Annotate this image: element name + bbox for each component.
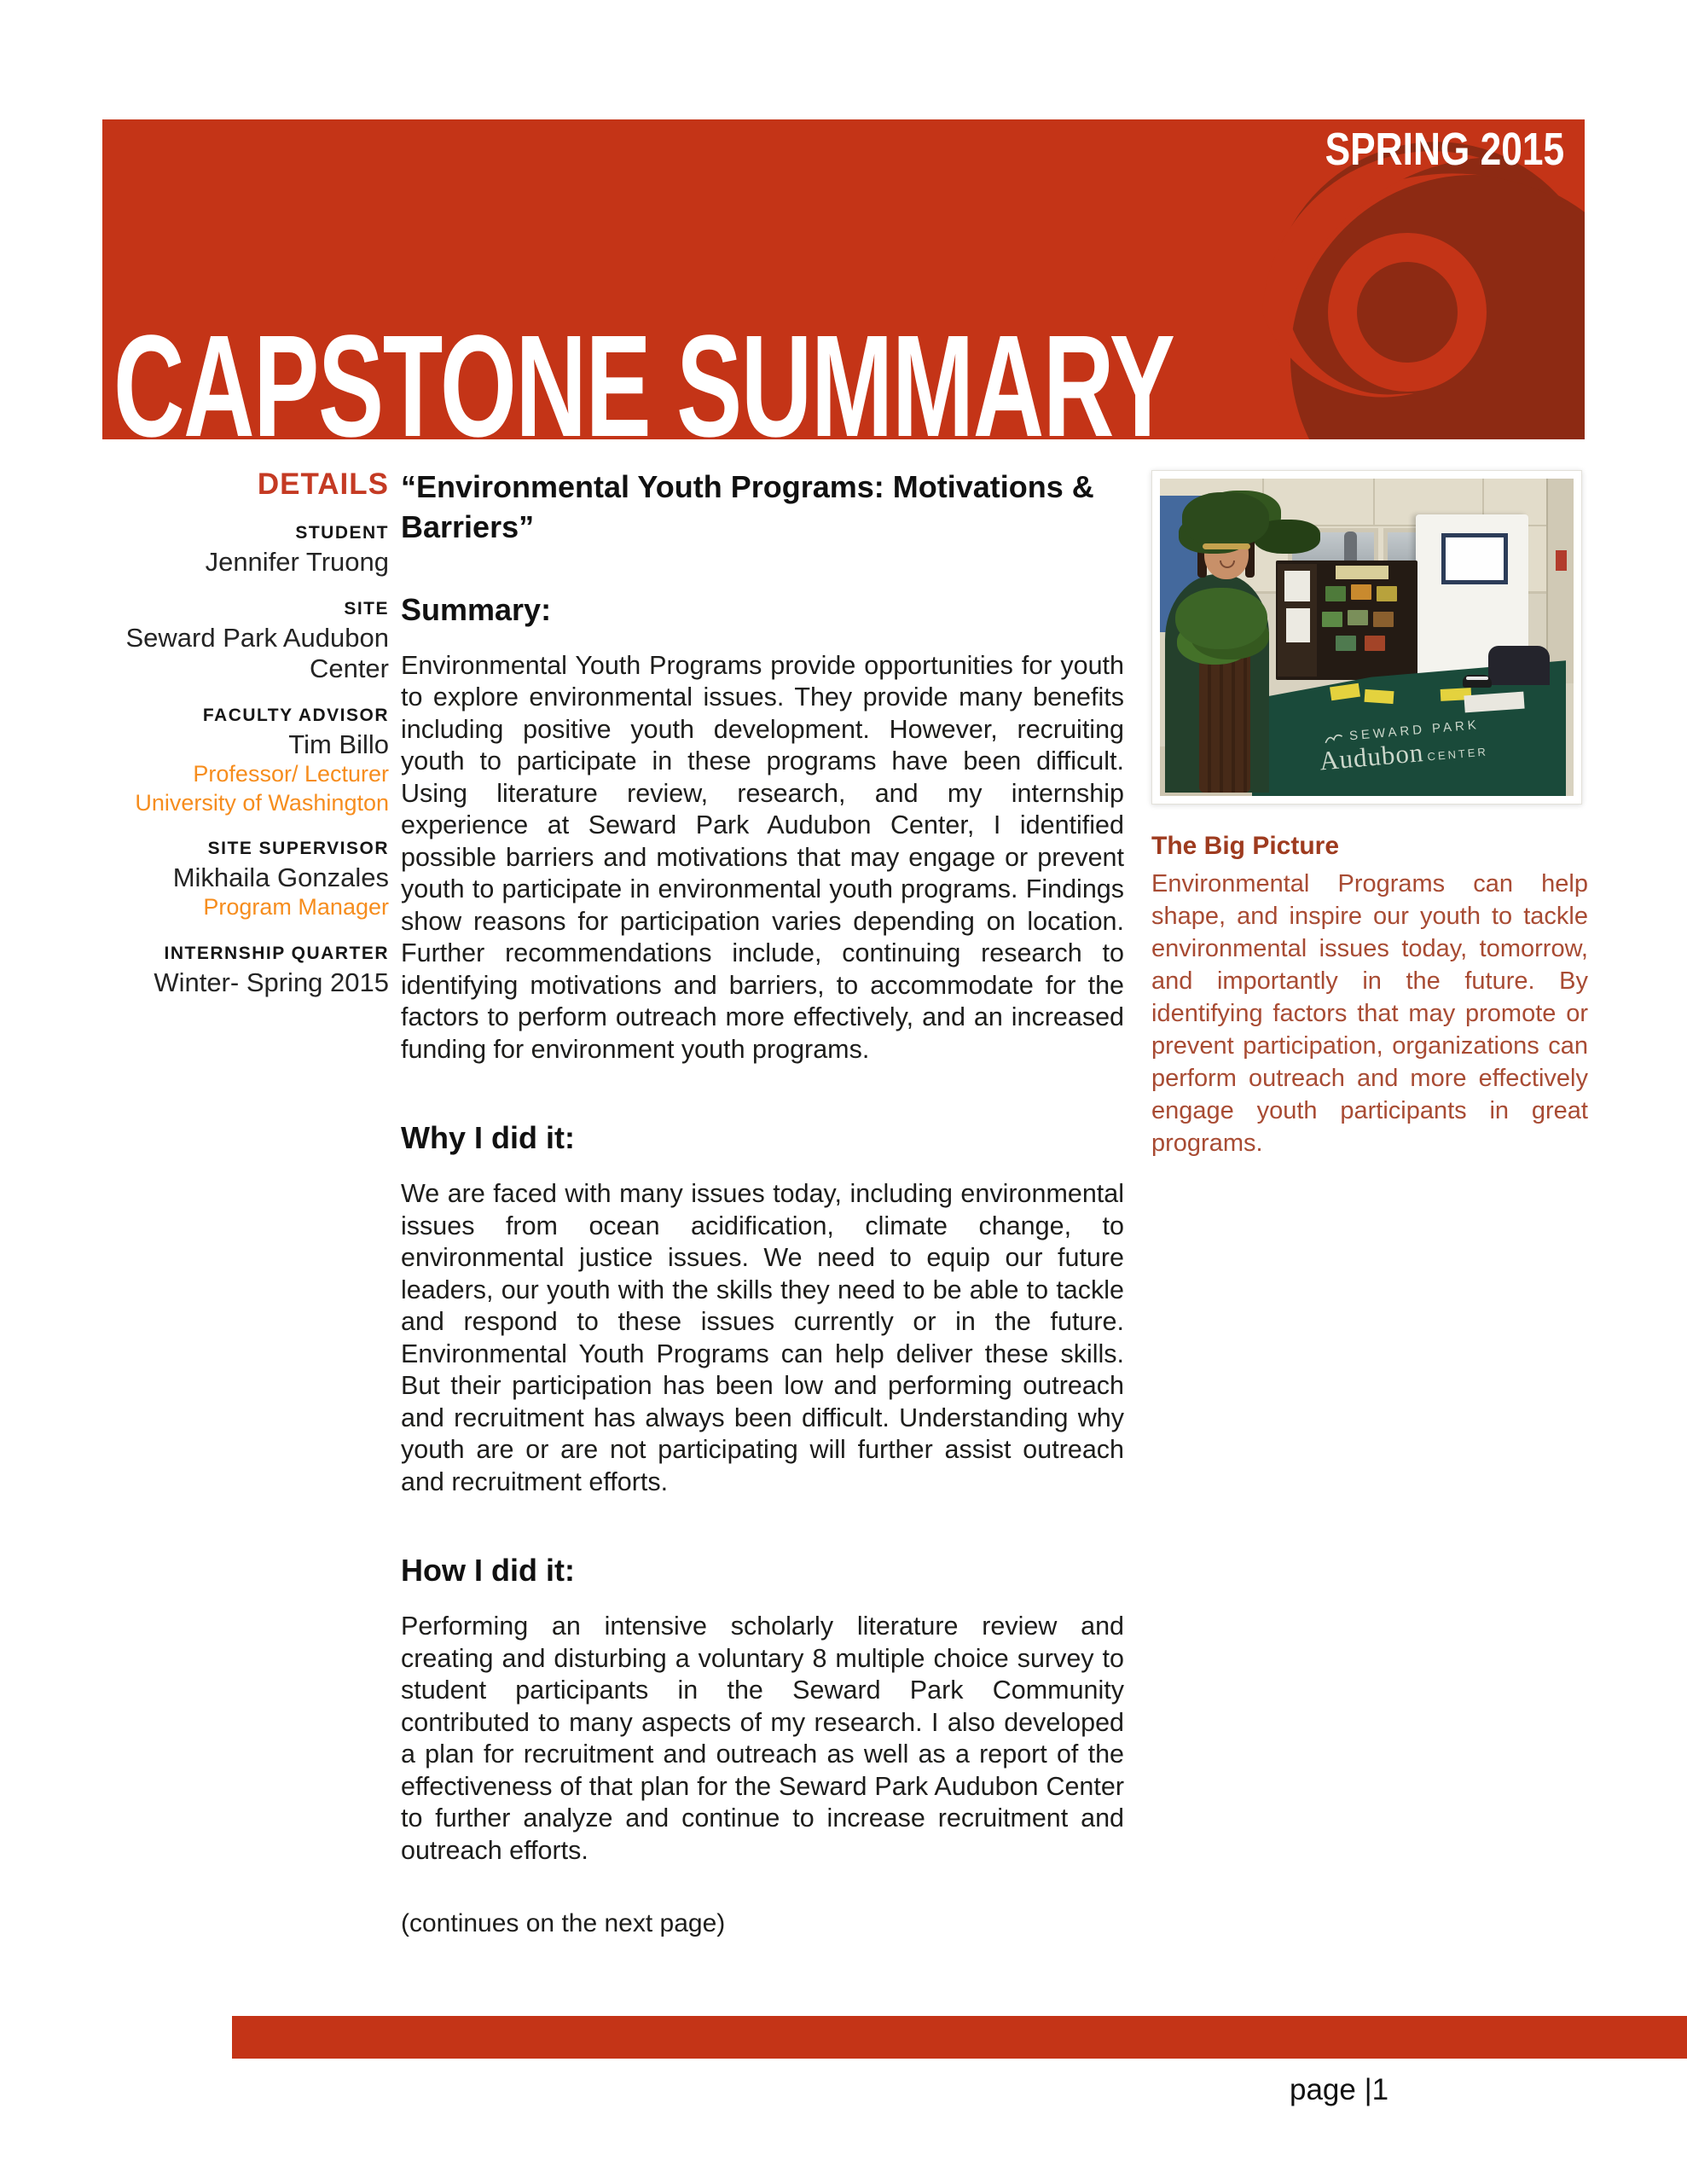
detail-subvalue: Professor/ Lecturer [193, 760, 389, 787]
tablecloth-caption-top: SEWARD PARK [1286, 714, 1516, 748]
detail-label: STUDENT [295, 523, 389, 543]
section-body-summary: Environmental Youth Programs provide opportunities for youth to explore environmental issues. They provide many benefits including positive youth development. However, recruiting youth to participate in these programs have been difficult. Using literature review, research, and my internship experience at Seward Park Audubon Center, I identified possible barriers and motivations that may engage or prevent youth to participate in environmental youth programs. Findings show reasons for participation varies depending on location. Further recommendations include, continuing research to identifying motivations and barriers, to accommodate for the factors to perform outreach more effectively, and an increased funding for environment youth programs. [401, 650, 1124, 1064]
board-photo-thumb [1325, 586, 1346, 601]
photo-scene [1160, 479, 1574, 796]
board-photo-thumb [1348, 610, 1368, 625]
board-photo-thumb [1351, 584, 1371, 600]
detail-value: Winter- Spring 2015 [154, 967, 389, 998]
skunk-figurine [1463, 675, 1492, 688]
detail-field-site-supervisor [102, 839, 389, 922]
big-picture-body: Environmental Programs can help shape, and inspire our youth to tackle environmental issues today, tomorrow, and importantly in the future. By identifying factors that may promote or prevent participation, organizations can perform outreach and more effectively engage youth participants in great programs. [1151, 870, 1588, 1157]
costumed-person-leaf-collar [1175, 588, 1267, 649]
detail-value: Tim Billo [288, 729, 389, 759]
wall-sign [1556, 550, 1567, 571]
section-how-i-did-it [401, 1553, 1124, 1867]
board-photo-thumb [1373, 612, 1394, 627]
big-picture-heading: The Big Picture [1151, 832, 1340, 860]
details-sidebar [102, 468, 389, 998]
article-main [401, 468, 1124, 1938]
detail-field-site [102, 599, 389, 684]
detail-field-faculty-advisor [102, 706, 389, 817]
board-photo-thumb [1365, 636, 1385, 651]
cabinet-seam [1373, 479, 1375, 525]
board-paper [1284, 571, 1310, 601]
detail-field-student [102, 523, 389, 578]
masthead-title: CAPSTONE SUMMARY [113, 305, 1174, 439]
detail-subvalue: University of Washington [135, 789, 389, 816]
framed-certificate [1441, 533, 1508, 584]
detail-value: Seward Park Audubon Center [125, 622, 389, 683]
board-paper [1286, 608, 1310, 642]
board-photo-thumb [1377, 586, 1397, 601]
board-title-plaque [1336, 566, 1388, 579]
big-picture-callout [1151, 832, 1588, 1159]
photo-figure [1151, 470, 1582, 804]
detail-value: Mikhaila Gonzales [172, 863, 389, 893]
door-frame [1546, 479, 1574, 683]
issue-label: SPRING 2015 [1325, 124, 1564, 175]
audubon-bird-icon [1324, 731, 1345, 745]
header-banner [102, 119, 1585, 439]
board-photo-thumb [1322, 612, 1342, 627]
section-heading-how: How I did it: [401, 1553, 575, 1589]
detail-value: Jennifer Truong [205, 547, 389, 577]
article-title: “Environmental Youth Programs: Motivations & Barriers” [401, 469, 1094, 544]
continuation-note: (continues on the next page) [401, 1909, 726, 1938]
chair [1488, 646, 1550, 685]
detail-label: FACULTY ADVISOR [202, 705, 389, 725]
section-heading-summary: Summary: [401, 591, 552, 627]
detail-subvalue: Program Manager [203, 894, 389, 921]
board-photo-thumb [1336, 636, 1356, 651]
footer-accent-bar [232, 2016, 1687, 2059]
costumed-person-leaf-crown [1182, 492, 1269, 547]
page-number: page |1 [1290, 2073, 1389, 2106]
section-why-i-did-it [401, 1120, 1124, 1498]
center-wordmark: CENTER [1426, 745, 1489, 764]
detail-label: SITE [344, 598, 389, 619]
details-heading: DETAILS [257, 468, 389, 501]
section-body-why: We are faced with many issues today, including environmental issues from ocean acidification, climate change, to environmental justice issues. We need to equip our future leaders, our youth with the skills they need to be able to tackle and respond to these issues currently or in the future. Environmental Youth Programs can help deliver these skills. But their participation has been low and performing outreach and recruitment has always been difficult. Understanding why youth are or are not participating will further assist outreach and recruitment efforts. [401, 1179, 1124, 1496]
section-body-how: Performing an intensive scholarly literature review and creating and disturbing a voluntary 8 multiple choice survey to student participants in the Seward Park Community contributed to many aspects of my research. I also developed a plan for recruitment and outreach as well as a report of the effectiveness of that plan for the Seward Park Audubon Center to further analyze and continue to increase recruitment and outreach efforts. [401, 1612, 1124, 1865]
section-summary [401, 592, 1124, 1066]
section-heading-why: Why I did it: [401, 1120, 575, 1156]
detail-label: INTERNSHIP QUARTER [164, 944, 389, 964]
costumed-person-trunk [1199, 625, 1250, 793]
detail-field-internship-quarter [102, 944, 389, 998]
detail-label: SITE SUPERVISOR [207, 839, 389, 859]
skunk-stripe [1466, 677, 1488, 680]
costumed-person-headband [1203, 543, 1250, 549]
audubon-wordmark: Audubon [1318, 736, 1425, 776]
yellow-flyer [1365, 689, 1394, 704]
